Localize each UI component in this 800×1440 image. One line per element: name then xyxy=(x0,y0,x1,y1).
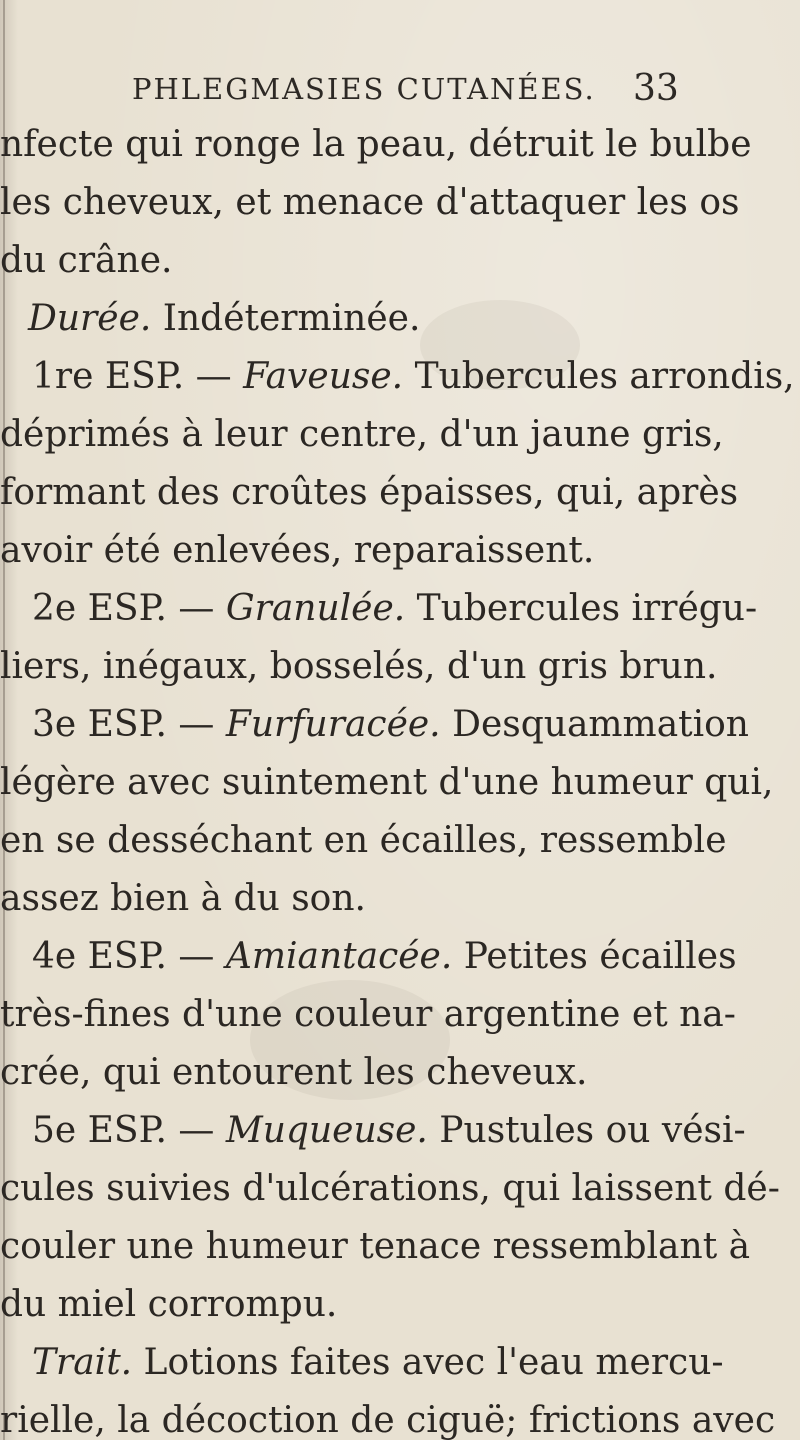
text-line: légère avec suintement d'une humeur qui, xyxy=(0,762,774,803)
species-name: Amiantacée. xyxy=(225,936,453,977)
species-name: Granulée. xyxy=(225,588,406,629)
text-line: du crâne. xyxy=(0,240,173,281)
species-name: Faveuse. xyxy=(243,356,404,397)
text-line: en se desséchant en écailles, ressemble xyxy=(0,820,727,861)
text-line: assez bien à du son. xyxy=(0,878,366,919)
text-line: 2e ESP. — Granulée. Tubercules irrégu- xyxy=(32,588,758,629)
text-line: nfecte qui ronge la peau, détruit le bulbe xyxy=(0,124,752,165)
text-line: Trait. Lotions faites avec l'eau mercu- xyxy=(32,1342,724,1383)
emphasis: Trait. xyxy=(32,1342,133,1383)
text-line: crée, qui entourent les cheveux. xyxy=(0,1052,588,1093)
text-line: 5e ESP. — Muqueuse. Pustules ou vési- xyxy=(32,1110,746,1151)
text-line: formant des croûtes épaisses, qui, après xyxy=(0,472,739,513)
text-line: les cheveux, et menace d'attaquer les os xyxy=(0,182,740,223)
text-line: rielle, la décoction de ciguë; frictions avec xyxy=(0,1400,776,1440)
text-line: avoir été enlevées, reparaissent. xyxy=(0,530,595,571)
text-line: cules suivies d'ulcérations, qui laissent dé- xyxy=(0,1168,780,1209)
text-line: Durée. Indéterminée. xyxy=(28,298,421,339)
species-name: Muqueuse. xyxy=(225,1110,428,1151)
page-number: 33 xyxy=(633,68,679,109)
text-line: très-fines d'une couleur argentine et na- xyxy=(0,994,736,1035)
text-line: 4e ESP. — Amiantacée. Petites écailles xyxy=(32,936,737,977)
species-name: Furfuracée. xyxy=(225,704,441,745)
text-line: déprimés à leur centre, d'un jaune gris, xyxy=(0,414,724,455)
emphasis: Durée. xyxy=(28,298,152,339)
text-line: du miel corrompu. xyxy=(0,1284,338,1325)
text-line: couler une humeur tenace ressemblant à xyxy=(0,1226,751,1267)
running-head xyxy=(0,68,800,108)
running-title: PHLEGMASIES CUTANÉES. xyxy=(132,72,596,106)
text-line: 1re ESP. — Faveuse. Tubercules arrondis, xyxy=(32,356,795,397)
text-line: liers, inégaux, bosselés, d'un gris brun. xyxy=(0,646,718,687)
text-line: 3e ESP. — Furfuracée. Desquammation xyxy=(32,704,749,745)
